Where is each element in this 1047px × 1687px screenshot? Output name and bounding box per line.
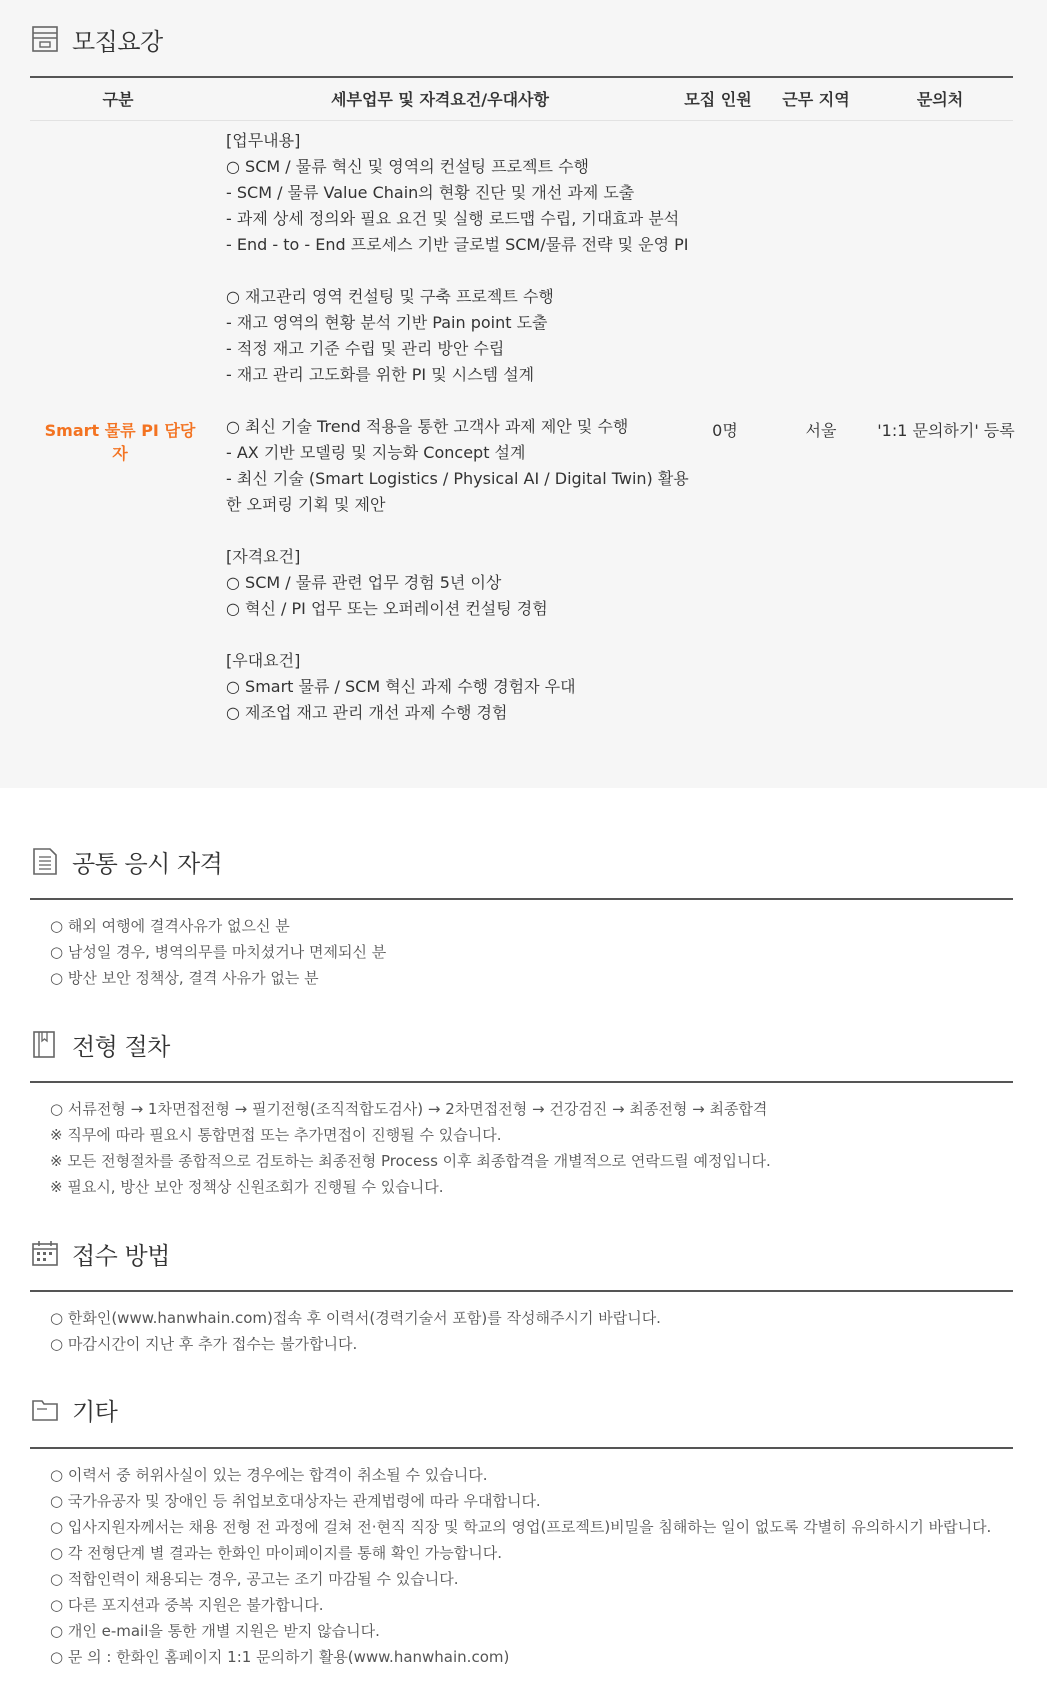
header-location: 근무 지역 [782,90,850,109]
header-divider [30,120,1013,121]
etc-rule [30,1447,1013,1449]
recruit-top-rule [30,76,1013,78]
etc-list: ○ 이력서 중 허위사실이 있는 경우에는 합격이 취소될 수 있습니다. ○ 국가유공자 및 장애인 등 취업보호대상자는 관계법령에 따라 우대합니다. ○ 입사지원자께서는 채용 전형 전 과정에 걸쳐 전·현직 직장 및 학교의 영업(프로젝트)비밀을 침해하는 일이 없도록 각별히 유의하시기 바랍니다. ○ 각 전형단계 별 결과는 한화인 마이페이지를 통해 확인 가능합니다. ○ 적합인력이 채용되는 경우, 공고는 조기 마감될 수 있습니다. ○ 다른 포지션과 중복 지원은 불가합니다. ○ 개인 e-mail을 통한 개별 지원은 받지 않습니다. ○ 문 의 : 한화인 홈페이지 1:1 문의하기 활용(www.hanwhain.com) [50,1466,992,1666]
common-list: ○ 해외 여행에 결격사유가 없으신 분 ○ 남성일 경우, 병역의무를 마치셨거나 면제되신 분 ○ 방산 보안 정책상, 결격 사유가 없는 분 [50,917,387,987]
etc-title: 기타 [72,1397,118,1426]
header-category: 구분 [102,90,134,109]
process-title: 전형 절차 [72,1032,170,1061]
process-list: ○ 서류전형 → 1차면접전형 → 필기전형(조직적합도검사) → 2차면접전형 → 건강검진 → 최종전형 → 최종합격 ※ 직무에 따라 필요시 통합면접 또는 추가면접이 진행될 수 있습니다. ※ 모든 전형절차를 종합적으로 검토하는 최종전형 Process 이후 최종합격을 개별적으로 연락드릴 예정입니다. ※ 필요시, 방산 보안 정책상 신원조회가 진행될 수 있습니다. [50,1100,771,1196]
apply-heading [30,1233,170,1273]
common-rule [30,898,1013,900]
header-headcount: 모집 인원 [684,90,752,109]
header-contact: 문의처 [916,90,964,109]
folder-icon [30,1394,60,1424]
process-rule [30,1081,1013,1083]
header-detail: 세부업무 및 자격요건/우대사항 [331,90,549,109]
common-title: 공통 응시 자격 [72,849,223,878]
role-name: Smart 물류 PI 담당자 [44,421,196,463]
notebook-icon [30,1029,60,1059]
process-heading [30,1024,170,1064]
etc-heading [30,1389,117,1429]
recruit-title: 모집요강 [72,27,163,56]
common-heading [30,841,222,881]
role-detail: [업무내용] ○ SCM / 물류 혁신 및 영역의 컨설팅 프로젝트 수행 - SCM / 물류 Value Chain의 현황 진단 및 개선 과제 도출 - 과제 상세 정의와 필요 요건 및 실행 로드맵 수립, 기대효과 분석 - End - to - End 프로세스 기반 글로벌 SCM/물류 전략 및 운영 PI ○ 재고관리 영역 컨설팅 및 구축 프로젝트 수행 - 재고 영역의 현황 분석 기반 Pain point 도출 - 적정 재고 기준 수립 및 관리 방안 수립 - 재고 관리 고도화를 위한 PI 및 시스템 설계 ○ 최신 기술 Trend 적용을 통한 고객사 과제 제안 및 수행 - AX 기반 모델링 및 지능화 Concept 설계 - 최신 기술 (Smart Logistics / Physical AI / Digital Twin) 활용 한 오퍼링 기획 및 제안 [자격요건] ○ SCM / 물류 관련 업무 경험 5년 이상 ○ 혁신 / PI 업무 또는 오퍼레이션 컨설팅 경험 [우대요건] ○ Smart 물류 / SCM 혁신 과제 수행 경험자 우대 ○ 제조업 재고 관리 개선 과제 수행 경험 [226,131,689,722]
contact-value: '1:1 문의하기' 등록 [877,421,1015,440]
recruit-icon [30,24,60,54]
location-value: 서울 [805,421,837,440]
calendar-icon [30,1238,60,1268]
recruit-heading [30,19,163,59]
document-icon [30,846,60,876]
headcount-value: 0명 [712,421,738,440]
apply-title: 접수 방법 [72,1241,170,1270]
apply-list: ○ 한화인(www.hanwhain.com)접속 후 이력서(경력기술서 포함)를 작성해주시기 바랍니다. ○ 마감시간이 지난 후 추가 접수는 불가합니다. [50,1309,661,1353]
apply-rule [30,1290,1013,1292]
